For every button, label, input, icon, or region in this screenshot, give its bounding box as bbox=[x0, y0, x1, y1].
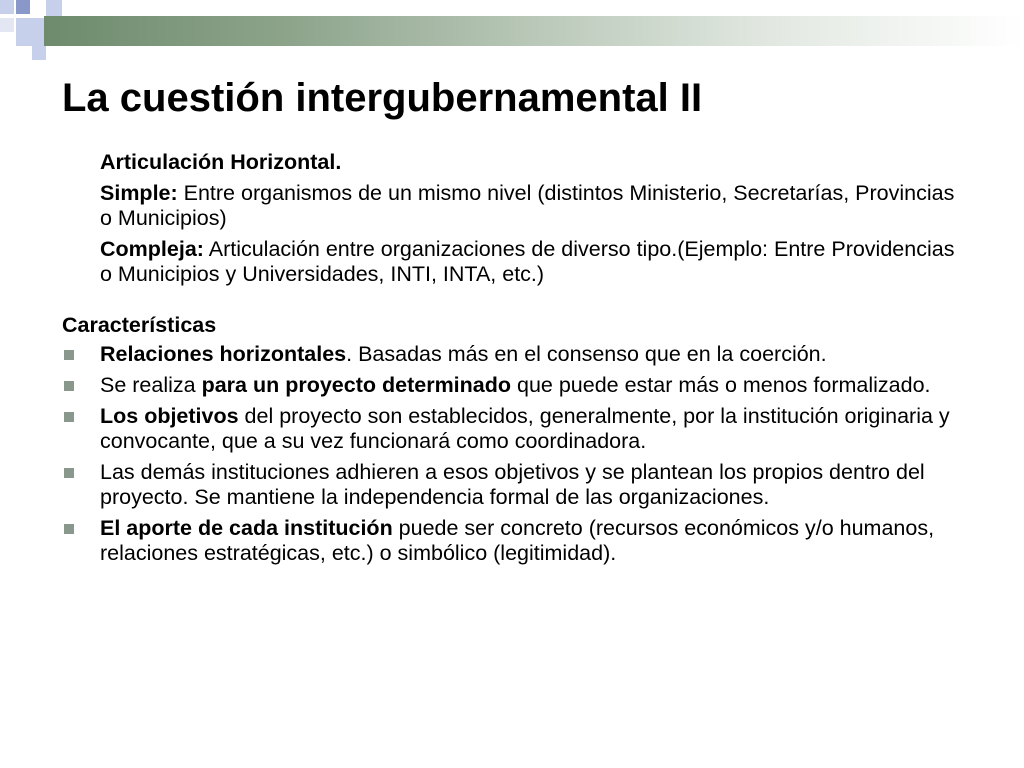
header-gradient-bar bbox=[44, 16, 1024, 46]
bullet-post: del proyecto son establecidos, generalmente, por la institución originaria y convocante, que a su vez funcionará como coordinadora. bbox=[100, 404, 950, 453]
decor-square bbox=[0, 18, 14, 32]
square-bullet-icon bbox=[64, 412, 74, 422]
slide-title: La cuestión intergubernamental II bbox=[62, 76, 703, 120]
simple-paragraph bbox=[100, 181, 972, 231]
bullet-bold: Relaciones horizontales bbox=[100, 342, 347, 366]
square-bullet-icon bbox=[64, 524, 74, 534]
simple-label: Simple: bbox=[100, 181, 178, 205]
bullet-post: . Basadas más en el consenso que en la coerción. bbox=[346, 342, 827, 366]
bullet-bold: para un proyecto determinado bbox=[201, 373, 512, 397]
list-item bbox=[62, 460, 972, 510]
square-bullet-icon bbox=[64, 350, 74, 360]
decor-square bbox=[16, 18, 44, 46]
bullet-pre: Se realiza bbox=[100, 373, 202, 397]
bullet-bold: Los objetivos bbox=[100, 404, 239, 428]
list-item bbox=[62, 404, 972, 454]
bullet-pre: Las demás instituciones adhieren a esos objetivos y se plantean los propios dentro del proyecto. Se mantiene la independencia formal de las organizaciones. bbox=[100, 460, 925, 509]
list-item bbox=[62, 516, 972, 566]
square-bullet-icon bbox=[64, 381, 74, 391]
compleja-paragraph bbox=[100, 237, 972, 287]
compleja-text: Articulación entre organizaciones de diverso tipo.(Ejemplo: Entre Providencias o Municipios y Universidades, INTI, INTA, etc.) bbox=[100, 237, 955, 286]
decor-square bbox=[0, 0, 14, 14]
section-title: Características bbox=[62, 313, 217, 337]
simple-text: Entre organismos de un mismo nivel (distintos Ministerio, Secretarías, Provincias o Municipios) bbox=[100, 181, 955, 230]
bullet-post: que puede estar más o menos formalizado. bbox=[511, 373, 931, 397]
decor-square bbox=[46, 0, 62, 16]
square-bullet-icon bbox=[64, 468, 74, 478]
decor-square bbox=[16, 0, 30, 14]
bullet-post: puede ser concreto (recursos económicos y/o humanos, relaciones estratégicas, etc.) o simbólico (legitimidad). bbox=[100, 516, 935, 565]
intro-heading: Articulación Horizontal. bbox=[100, 150, 342, 174]
slide-body bbox=[62, 150, 972, 572]
decor-square bbox=[32, 46, 46, 60]
compleja-label: Compleja: bbox=[100, 237, 204, 261]
characteristics-list bbox=[62, 342, 972, 566]
list-item bbox=[62, 342, 972, 367]
list-item bbox=[62, 373, 972, 398]
intro-block bbox=[100, 150, 972, 287]
bullet-bold: El aporte de cada institución bbox=[100, 516, 393, 540]
